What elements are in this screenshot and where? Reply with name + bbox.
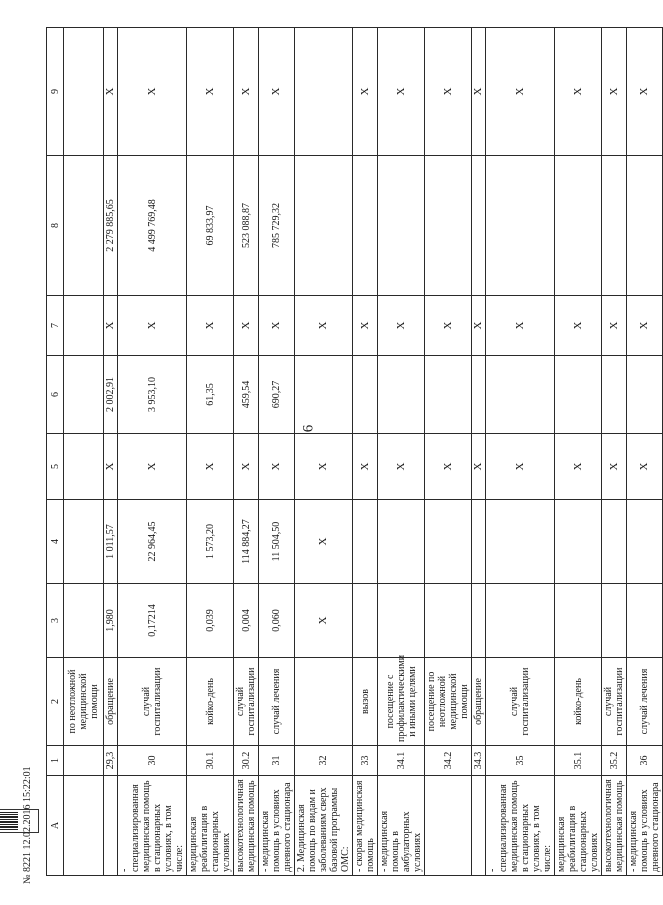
cell-col3: 0,17214 (118, 584, 187, 658)
row-number: 33 (353, 746, 378, 776)
row-number: 35.1 (555, 746, 602, 776)
cell-col3 (64, 584, 104, 658)
cell-col7: X (295, 296, 353, 356)
table-row (425, 28, 472, 876)
cell-col6: 690,27 (259, 356, 295, 434)
cell-col3 (486, 584, 555, 658)
rotated-table-container (46, 28, 661, 876)
row-number: 35 (486, 746, 555, 776)
row-number: 35.2 (602, 746, 627, 776)
cell-col6 (486, 356, 555, 434)
cell-col6 (64, 356, 104, 434)
table-row (187, 28, 234, 876)
cell-col8 (602, 156, 627, 296)
cell-col6 (627, 356, 663, 434)
cell-col4: X (295, 500, 353, 584)
cell-col4 (425, 500, 472, 584)
table-row (602, 28, 627, 876)
cell-col7: X (486, 296, 555, 356)
unit-cell: посещение с профилактическими и иными целями (378, 658, 425, 746)
cell-col9: X (602, 28, 627, 156)
row-label: - специализированная медицинская помощь в стационарных условиях, в том числе: (118, 776, 187, 876)
row-label: высокотехнологичная медицинская помощь (602, 776, 627, 876)
row-number: 34.2 (425, 746, 472, 776)
cell-col9: X (118, 28, 187, 156)
table-row (118, 28, 187, 876)
page-number: 6 (300, 424, 317, 433)
table-row (234, 28, 259, 876)
cell-col7 (64, 296, 104, 356)
cell-col8 (295, 156, 353, 296)
cell-col7: X (555, 296, 602, 356)
cell-col5: X (353, 434, 378, 500)
cell-col6 (353, 356, 378, 434)
row-number: 30.2 (234, 746, 259, 776)
cell-col6 (472, 356, 486, 434)
cell-col3 (472, 584, 486, 658)
cell-col3 (602, 584, 627, 658)
cell-col7: X (187, 296, 234, 356)
unit-cell: случай лечения (627, 658, 663, 746)
cell-col6 (378, 356, 425, 434)
cell-col5: X (259, 434, 295, 500)
table-row (259, 28, 295, 876)
cell-col3 (627, 584, 663, 658)
cell-col3: X (295, 584, 353, 658)
cell-col5: X (234, 434, 259, 500)
cell-col6 (555, 356, 602, 434)
unit-cell: обращение (104, 658, 118, 746)
row-label: - медицинская помощь в условиях дневного стационара (259, 776, 295, 876)
cell-col4 (378, 500, 425, 584)
cell-col3: 0,004 (234, 584, 259, 658)
header-cell: 8 (47, 156, 64, 296)
row-label: - скорая медицинская помощь (353, 776, 378, 876)
table-row (64, 28, 104, 876)
cell-col3: 0,039 (187, 584, 234, 658)
cell-col6 (602, 356, 627, 434)
cell-col8 (353, 156, 378, 296)
cell-col3 (425, 584, 472, 658)
cell-col4 (627, 500, 663, 584)
cell-col9: X (472, 28, 486, 156)
cell-col5: X (555, 434, 602, 500)
row-number: 34.1 (378, 746, 425, 776)
header-cell: А (47, 776, 64, 876)
cell-col5: X (472, 434, 486, 500)
header-cell: 2 (47, 658, 64, 746)
unit-cell: койко-день (555, 658, 602, 746)
unit-cell: случай лечения (259, 658, 295, 746)
header-row (47, 28, 64, 876)
cell-col3 (378, 584, 425, 658)
cell-col9: X (259, 28, 295, 156)
cell-col5: X (378, 434, 425, 500)
row-number (64, 746, 104, 776)
cell-col4 (602, 500, 627, 584)
cell-col5 (64, 434, 104, 500)
barcode-stamp (0, 809, 39, 833)
table-row (472, 28, 486, 876)
row-label (64, 776, 104, 876)
header-cell: 9 (47, 28, 64, 156)
unit-cell: случай госпитализации (486, 658, 555, 746)
cell-col4 (353, 500, 378, 584)
row-label (472, 776, 486, 876)
cell-col7: X (425, 296, 472, 356)
cell-col7: X (118, 296, 187, 356)
cell-col4 (486, 500, 555, 584)
cell-col5: X (627, 434, 663, 500)
cell-col8: 69 833,97 (187, 156, 234, 296)
row-label: - специализированная медицинская помощь в стационарных условиях, в том числе: (486, 776, 555, 876)
table-row (486, 28, 555, 876)
row-number: 30 (118, 746, 187, 776)
header-cell: 3 (47, 584, 64, 658)
cell-col6: 61,35 (187, 356, 234, 434)
cell-col9: X (486, 28, 555, 156)
header-cell: 4 (47, 500, 64, 584)
unit-cell: посещение по неотложной медицинской помощи (425, 658, 472, 746)
cell-col8 (425, 156, 472, 296)
cell-col3: 1,980 (104, 584, 118, 658)
unit-cell: по неотложной медицинской помощи (64, 658, 104, 746)
cell-col7: X (259, 296, 295, 356)
unit-cell (295, 658, 353, 746)
header-cell: 1 (47, 746, 64, 776)
cell-col9: X (353, 28, 378, 156)
cell-col7: X (472, 296, 486, 356)
cell-col3 (353, 584, 378, 658)
row-number: 34.3 (472, 746, 486, 776)
table-row (104, 28, 118, 876)
data-table (46, 27, 663, 876)
cell-col4: 1 011,57 (104, 500, 118, 584)
row-number: 30.1 (187, 746, 234, 776)
cell-col4 (472, 500, 486, 584)
table-row (295, 28, 353, 876)
cell-col5: X (104, 434, 118, 500)
cell-col9: X (187, 28, 234, 156)
header-cell: 6 (47, 356, 64, 434)
row-label: - медицинская помощь в амбулаторных условиях (378, 776, 425, 876)
row-label: медицинская реабилитация в стационарных условиях (187, 776, 234, 876)
cell-col8: 2 279 885,65 (104, 156, 118, 296)
cell-col3: 0,060 (259, 584, 295, 658)
cell-col6: 2 002,91 (104, 356, 118, 434)
cell-col8: 4 499 769,48 (118, 156, 187, 296)
cell-col8 (378, 156, 425, 296)
cell-col4 (64, 500, 104, 584)
cell-col9: X (104, 28, 118, 156)
cell-col8 (472, 156, 486, 296)
cell-col7: X (378, 296, 425, 356)
cell-col9: X (234, 28, 259, 156)
unit-cell: случай госпитализации (234, 658, 259, 746)
cell-col6 (425, 356, 472, 434)
cell-col4: 22 964,45 (118, 500, 187, 584)
cell-col6 (295, 356, 353, 434)
cell-col8 (627, 156, 663, 296)
row-label: медицинская реабилитация в стационарных условиях (555, 776, 602, 876)
table-row (555, 28, 602, 876)
cell-col5: X (187, 434, 234, 500)
cell-col8 (486, 156, 555, 296)
cell-col7: X (602, 296, 627, 356)
barcode-icon (0, 812, 18, 830)
document-registration-mark: № 8221 12.02.2016 15:22:01 (22, 766, 33, 884)
cell-col9: X (627, 28, 663, 156)
cell-col8: 523 088,87 (234, 156, 259, 296)
table-row (627, 28, 663, 876)
cell-col3 (555, 584, 602, 658)
row-label: высокотехнологичная медицинская помощь (234, 776, 259, 876)
cell-col4 (555, 500, 602, 584)
cell-col6: 3 953,10 (118, 356, 187, 434)
cell-col7: X (104, 296, 118, 356)
cell-col6: 459,54 (234, 356, 259, 434)
cell-col9: X (425, 28, 472, 156)
cell-col7: X (234, 296, 259, 356)
cell-col9 (64, 28, 104, 156)
cell-col7: X (627, 296, 663, 356)
row-label: 2. Медицинская помощь по видам и заболеваниям сверх базовой программы ОМС: (295, 776, 353, 876)
row-number: 31 (259, 746, 295, 776)
cell-col5: X (602, 434, 627, 500)
unit-cell: обращение (472, 658, 486, 746)
cell-col9 (295, 28, 353, 156)
cell-col7: X (353, 296, 378, 356)
row-number: 29,3 (104, 746, 118, 776)
table-row (378, 28, 425, 876)
row-label: - медицинская помощь в условиях дневного стационара (627, 776, 663, 876)
unit-cell: койко-день (187, 658, 234, 746)
cell-col8 (555, 156, 602, 296)
row-number: 32 (295, 746, 353, 776)
header-cell: 7 (47, 296, 64, 356)
row-label (104, 776, 118, 876)
row-label (425, 776, 472, 876)
unit-cell: случай госпитализации (118, 658, 187, 746)
unit-cell: вызов (353, 658, 378, 746)
cell-col4: 1 573,20 (187, 500, 234, 584)
cell-col4: 114 884,27 (234, 500, 259, 584)
cell-col5: X (295, 434, 353, 500)
row-number: 36 (627, 746, 663, 776)
cell-col9: X (378, 28, 425, 156)
table-row (353, 28, 378, 876)
cell-col5: X (425, 434, 472, 500)
header-cell: 5 (47, 434, 64, 500)
cell-col4: 11 504,50 (259, 500, 295, 584)
cell-col5: X (118, 434, 187, 500)
cell-col8 (64, 156, 104, 296)
cell-col5: X (486, 434, 555, 500)
unit-cell: случай госпитализации (602, 658, 627, 746)
cell-col8: 785 729,32 (259, 156, 295, 296)
cell-col9: X (555, 28, 602, 156)
